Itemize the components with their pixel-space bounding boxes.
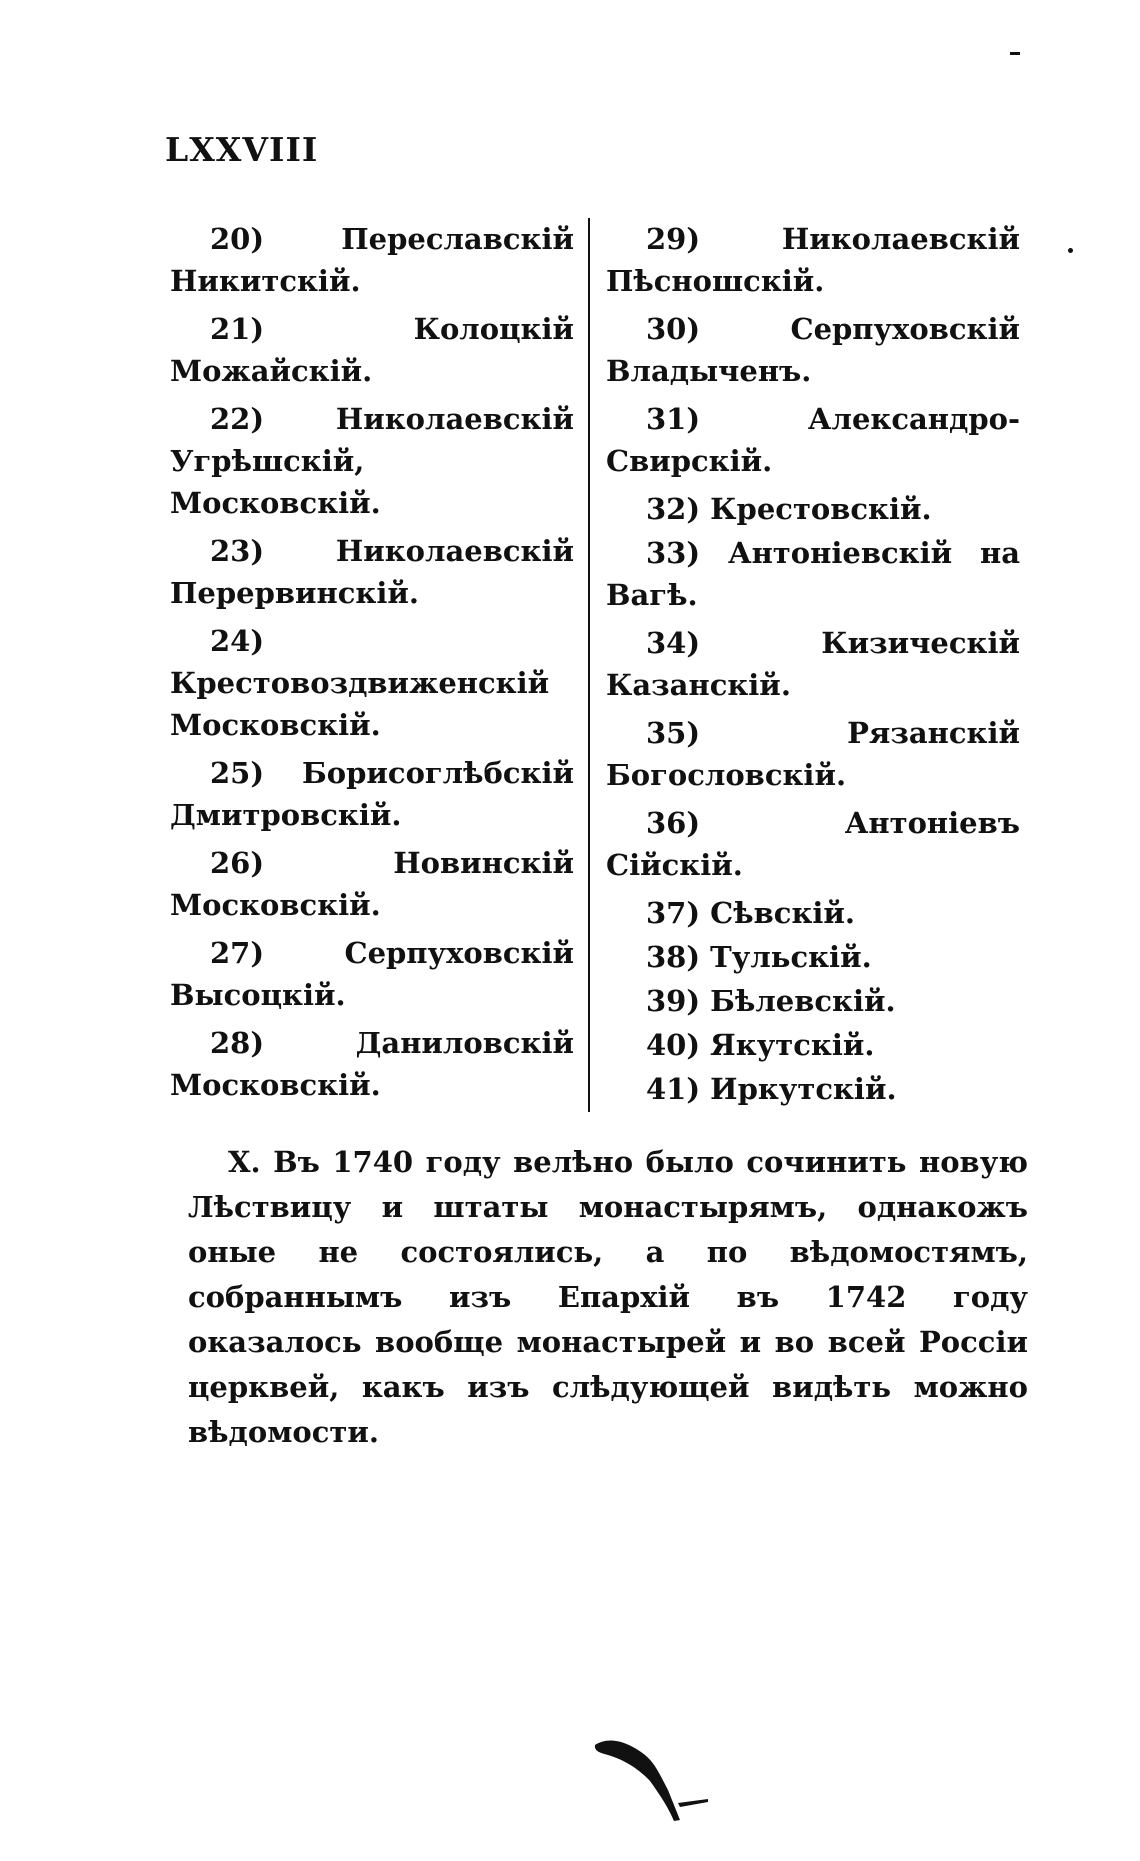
list-item: 33) Антоніевскій на Вагѣ. — [606, 536, 1020, 612]
right-column — [590, 218, 1020, 1112]
list-item: 41) Иркутскій. — [646, 1072, 897, 1106]
ink-blot — [590, 1715, 710, 1825]
list-item: 32) Крестовскій. — [646, 492, 932, 526]
list-item: 35) Рязанскій Богословскій. — [606, 716, 1020, 792]
list-item: 27) Серпуховскій Высоцкій. — [170, 936, 574, 1012]
list-item: 30) Серпуховскій Владыченъ. — [606, 312, 1020, 388]
list-item: 23) Николаевскій Перервинскій. — [170, 534, 574, 610]
page-number: LXXVIII — [165, 130, 319, 169]
list-item: 36) Антоніевъ Сійскій. — [606, 806, 1020, 882]
list-item: 39) Бѣлевскій. — [646, 984, 896, 1018]
monastery-list — [170, 218, 1030, 1112]
list-item: 40) Якутскій. — [646, 1028, 875, 1062]
list-item: 29) Николаевскій Пѣсношскій. — [606, 222, 1020, 298]
list-item: 31) Александро-Свирскій. — [606, 402, 1020, 478]
list-item: 21) Колоцкій Можайскій. — [170, 312, 574, 388]
print-speck — [1010, 52, 1020, 55]
print-speck — [1068, 248, 1073, 253]
list-item: 38) Тульскій. — [646, 940, 872, 974]
list-item: 26) Новинскій Московскій. — [170, 846, 574, 922]
list-item: 37) Сѣвскій. — [646, 896, 856, 930]
list-item: 25) Борисоглѣбскій Дмитровскій. — [170, 756, 574, 832]
left-column — [170, 218, 590, 1112]
list-item: 34) Кизическій Казанскій. — [606, 626, 1020, 702]
list-item: 24) Крестовоздвиженскій Московскій. — [170, 624, 550, 742]
body-paragraph: X. Въ 1740 году велѣно было сочинить новую Лѣствицу и штаты монастырямъ, однакожъ оные не состоялись, а по вѣдомостямъ, собраннымъ изъ Епархій въ 1742 году оказалось вообще монастырей и во всей Россіи церквей, какъ изъ слѣдующей видѣть можно вѣдомости. — [188, 1145, 1028, 1449]
list-item: 28) Даниловскій Московскій. — [170, 1026, 574, 1102]
list-item: 20) Переславскій Никитскій. — [170, 222, 574, 298]
list-item: 22) Николаевскій Угрѣшскій, Московскій. — [170, 402, 574, 520]
